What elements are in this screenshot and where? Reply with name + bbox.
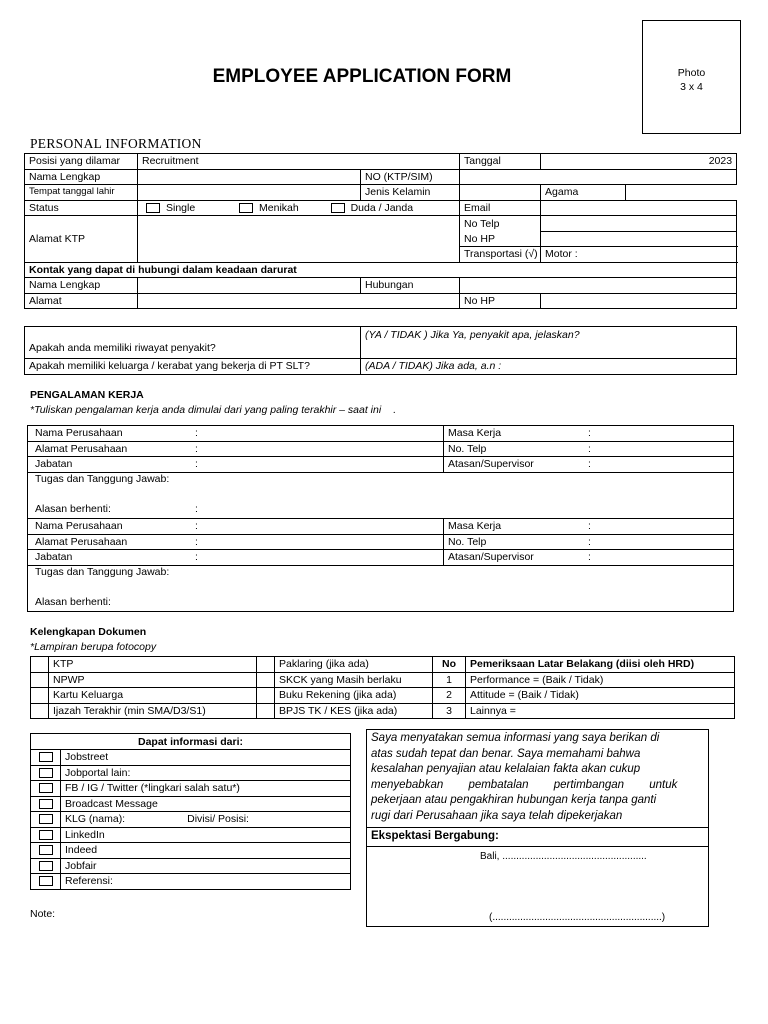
exp-label: No. Telp — [448, 535, 487, 548]
source-checkbox[interactable] — [39, 814, 53, 824]
reason-label: Alasan berhenti: — [35, 503, 111, 515]
source-item — [61, 781, 351, 797]
table-row — [31, 688, 735, 704]
keluarga-answer[interactable]: (ADA / TIDAK) Jika ada, a.n : — [361, 359, 737, 375]
source-item-label: Jobportal lain: — [65, 766, 131, 779]
source-checkbox-cell[interactable] — [31, 858, 61, 874]
exp-colon: : — [195, 535, 198, 548]
statement-line: kesalahan penyajian atau kelalaian fakta akan cukup — [371, 763, 641, 776]
documents-table — [30, 656, 735, 719]
alamat-ktp-field[interactable] — [138, 216, 460, 263]
doc-item: BPJS TK / KES (jika ada) — [275, 703, 433, 719]
menikah-label: Menikah — [259, 201, 299, 214]
doc-checkbox[interactable] — [31, 657, 49, 673]
health-table — [24, 326, 737, 375]
table-row — [25, 185, 737, 201]
personal-info-table — [24, 153, 737, 309]
doc-item: Paklaring (jika ada) — [275, 657, 433, 673]
source-item — [61, 812, 351, 828]
exp-label: Nama Perusahaan — [35, 520, 123, 532]
table-row — [25, 200, 737, 216]
background-check-header: Pemeriksaan Latar Belakang (diisi oleh HRD) — [466, 657, 735, 673]
kontak-alamat-label: Alamat — [25, 293, 138, 309]
check-item[interactable]: Lainnya = — [466, 703, 735, 719]
source-item-label: KLG (nama): — [65, 813, 126, 826]
source-item-label: FB / IG / Twitter (*lingkari salah satu*) — [65, 782, 240, 795]
jk-label: Jenis Kelamin — [361, 185, 460, 201]
source-checkbox-cell[interactable] — [31, 827, 61, 843]
doc-item: NPWP — [49, 672, 257, 688]
source-item — [61, 796, 351, 812]
duda-label: Duda / Janda — [350, 201, 414, 214]
exp-label: Alamat Perusahaan — [35, 535, 128, 548]
exp-label: Atasan/Supervisor — [448, 458, 534, 470]
doc-checkbox[interactable] — [31, 672, 49, 688]
source-table — [30, 733, 351, 890]
photo-size: 3 x 4 — [680, 81, 703, 93]
doc-item: KTP — [49, 657, 257, 673]
table-row — [31, 812, 351, 828]
table-row — [31, 750, 351, 766]
column-divider — [443, 518, 444, 565]
row-divider — [27, 549, 734, 550]
experience-heading: PENGALAMAN KERJA — [30, 389, 144, 401]
source-checkbox[interactable] — [39, 830, 53, 840]
statement-line: Saya menyatakan semua informasi yang saya berikan di — [371, 732, 660, 744]
check-no: 2 — [433, 688, 466, 704]
row-divider — [27, 534, 734, 535]
ttl-label: Tempat tanggal lahir — [25, 185, 138, 201]
source-checkbox-cell[interactable] — [31, 750, 61, 766]
ktp-label: NO (KTP/SIM) — [361, 169, 460, 185]
experience-note-dot: . — [393, 404, 397, 416]
nohp-label: No HP — [460, 231, 541, 247]
exp-colon: : — [588, 551, 591, 563]
notelp-field[interactable] — [541, 216, 737, 232]
keluarga-question: Apakah memiliki keluarga / kerabat yang bekerja di PT SLT? — [25, 359, 361, 375]
column-divider — [443, 425, 444, 472]
doc-checkbox[interactable] — [257, 657, 275, 673]
exp-colon: : — [588, 427, 591, 439]
statement-line: rugi dari Perusahaan jika saya telah dipekerjakan — [371, 809, 623, 822]
exp-colon: : — [588, 520, 591, 532]
table-row — [31, 734, 351, 750]
reason-colon: : — [195, 503, 198, 515]
kontak-alamat-field[interactable] — [138, 293, 460, 309]
exp-label: No. Telp — [448, 442, 487, 455]
personal-info-heading: PERSONAL INFORMATION — [30, 136, 202, 151]
doc-item: SKCK yang Masih berlaku — [275, 672, 433, 688]
row-divider — [27, 441, 734, 442]
motor-field[interactable]: Motor : — [541, 247, 737, 263]
source-checkbox-cell[interactable] — [31, 843, 61, 859]
table-row — [25, 169, 737, 185]
source-item-label: Jobfair — [65, 859, 97, 872]
exp-colon: : — [588, 535, 591, 548]
photo-label: Photo — [677, 67, 706, 79]
transport-label: Transportasi (√) — [460, 247, 541, 263]
source-item — [61, 858, 351, 874]
ekspektasi-box[interactable] — [366, 827, 709, 927]
exp-colon: : — [588, 458, 591, 470]
duda-checkbox[interactable] — [331, 203, 345, 213]
table-row — [31, 858, 351, 874]
source-checkbox[interactable] — [39, 845, 53, 855]
block-divider — [27, 518, 734, 519]
single-label: Single — [166, 201, 196, 214]
source-item-label: Indeed — [65, 844, 98, 857]
exp-label: Alamat Perusahaan — [35, 442, 128, 455]
notelp-label: No Telp — [460, 216, 541, 232]
doc-item: Buku Rekening (jika ada) — [275, 688, 433, 704]
source-checkbox-cell[interactable] — [31, 796, 61, 812]
note-label: Note: — [30, 908, 56, 920]
ekspektasi-label: Ekspektasi Bergabung: — [371, 830, 499, 842]
duties-label: Tugas dan Tanggung Jawab: — [35, 473, 170, 485]
source-checkbox[interactable] — [39, 799, 53, 809]
penyakit-question: Apakah anda memiliki riwayat penyakit? — [25, 327, 361, 359]
source-item-label: Broadcast Message — [65, 797, 158, 810]
ttl-field[interactable] — [138, 185, 361, 201]
hubungan-field[interactable] — [460, 278, 737, 294]
documents-note: *Lampiran berupa fotocopy — [30, 641, 157, 653]
source-checkbox-cell[interactable] — [31, 781, 61, 797]
signature-line[interactable]: (.............................................................) — [489, 912, 666, 923]
exp-label: Masa Kerja — [448, 520, 502, 532]
single-checkbox[interactable] — [146, 203, 160, 213]
source-checkbox-cell[interactable] — [31, 812, 61, 828]
table-row — [25, 154, 737, 170]
source-checkbox[interactable] — [39, 876, 53, 886]
jk-field[interactable] — [460, 185, 541, 201]
table-row — [31, 657, 735, 673]
source-checkbox-cell[interactable] — [31, 765, 61, 781]
source-checkbox[interactable] — [39, 752, 53, 762]
exp-colon: : — [195, 551, 198, 563]
doc-checkbox[interactable] — [31, 703, 49, 719]
check-no: 1 — [433, 672, 466, 688]
form-title: EMPLOYEE APPLICATION FORM — [212, 66, 512, 87]
hubungan-label: Hubungan — [361, 278, 460, 294]
tanggal-label: Tanggal — [460, 154, 541, 170]
reason-label: Alasan berhenti: — [35, 596, 111, 608]
penyakit-answer[interactable]: (YA / TIDAK ) Jika Ya, penyakit apa, jelaskan? — [361, 327, 737, 359]
doc-item: Ijazah Terakhir (min SMA/D3/S1) — [49, 703, 257, 719]
table-row — [31, 874, 351, 890]
table-row — [31, 781, 351, 797]
table-row — [25, 262, 737, 278]
exp-label: Masa Kerja — [448, 427, 502, 439]
source-heading: Dapat informasi dari: — [31, 734, 351, 750]
source-checkbox[interactable] — [39, 783, 53, 793]
posisi-label: Posisi yang dilamar — [25, 154, 138, 170]
statement-box — [366, 729, 709, 828]
doc-item: Kartu Keluarga — [49, 688, 257, 704]
table-row — [31, 843, 351, 859]
source-item-label: Jobstreet — [65, 751, 109, 764]
statement-line: menyebabkan pembatalan pertimbangan untuk — [371, 778, 678, 791]
statement-line: atas sudah tepat dan benar. Saya memahami bahwa — [371, 747, 641, 760]
kontak-nama-field[interactable] — [138, 278, 361, 294]
nama-field[interactable] — [138, 169, 361, 185]
no-header: No — [433, 657, 466, 673]
source-item-label: Referensi: — [65, 875, 113, 888]
agama-label: Agama — [541, 185, 626, 201]
bali-date-line[interactable]: Bali, .................................................... — [480, 851, 647, 862]
table-row — [31, 703, 735, 719]
duties-label: Tugas dan Tanggung Jawab: — [35, 566, 170, 578]
kontak-nohp-label: No HP — [460, 293, 541, 309]
source-item — [61, 765, 351, 781]
table-row — [25, 359, 737, 375]
nohp-field[interactable] — [541, 231, 737, 247]
table-row — [31, 796, 351, 812]
ktp-field[interactable] — [460, 169, 737, 185]
doc-checkbox[interactable] — [31, 688, 49, 704]
table-row — [31, 765, 351, 781]
divisi-label: Divisi/ Posisi: — [187, 813, 249, 826]
source-item-label: LinkedIn — [65, 828, 105, 841]
check-item[interactable]: Attitude = (Baik / Tidak) — [466, 688, 735, 704]
experience-note-text: *Tuliskan pengalaman kerja anda dimulai dari yang paling terakhir – saat ini — [30, 404, 382, 416]
table-row — [25, 327, 737, 359]
source-item — [61, 874, 351, 890]
exp-colon: : — [588, 442, 591, 455]
row-divider — [27, 456, 734, 457]
email-label: Email — [460, 200, 541, 216]
exp-colon: : — [195, 427, 198, 439]
exp-label: Nama Perusahaan — [35, 427, 123, 439]
kontak-heading: Kontak yang dapat di hubungi dalam keadaan darurat — [25, 262, 737, 278]
table-row — [31, 672, 735, 688]
table-row — [25, 293, 737, 309]
exp-label: Atasan/Supervisor — [448, 551, 534, 563]
tanggal-field[interactable]: 2023 — [541, 154, 737, 170]
experience-note — [30, 404, 396, 416]
doc-checkbox[interactable] — [257, 688, 275, 704]
statement-line: pekerjaan atau pengakhiran hubungan kerja tanpa ganti — [371, 794, 657, 807]
exp-colon: : — [195, 458, 198, 470]
kontak-nama-label: Nama Lengkap — [25, 278, 138, 294]
check-item[interactable]: Performance = (Baik / Tidak) — [466, 672, 735, 688]
email-field[interactable] — [541, 200, 737, 216]
source-checkbox[interactable] — [39, 861, 53, 871]
source-checkbox[interactable] — [39, 768, 53, 778]
doc-checkbox[interactable] — [257, 703, 275, 719]
agama-field[interactable] — [626, 185, 737, 201]
table-row — [25, 216, 737, 232]
table-row — [25, 278, 737, 294]
source-item — [61, 750, 351, 766]
source-checkbox-cell[interactable] — [31, 874, 61, 890]
status-label: Status — [25, 200, 138, 216]
exp-colon: : — [195, 442, 198, 455]
menikah-checkbox[interactable] — [239, 203, 253, 213]
exp-label: Jabatan — [35, 458, 73, 470]
kontak-nohp-field[interactable] — [541, 293, 737, 309]
nama-label: Nama Lengkap — [25, 169, 138, 185]
doc-checkbox[interactable] — [257, 672, 275, 688]
source-item — [61, 843, 351, 859]
status-options — [138, 200, 460, 216]
posisi-field[interactable]: Recruitment — [138, 154, 460, 170]
check-no: 3 — [433, 703, 466, 719]
documents-heading: Kelengkapan Dokumen — [30, 626, 147, 638]
exp-colon: : — [195, 520, 198, 532]
alamat-ktp-label: Alamat KTP — [25, 216, 138, 263]
table-row — [31, 827, 351, 843]
source-item — [61, 827, 351, 843]
exp-label: Jabatan — [35, 551, 73, 563]
